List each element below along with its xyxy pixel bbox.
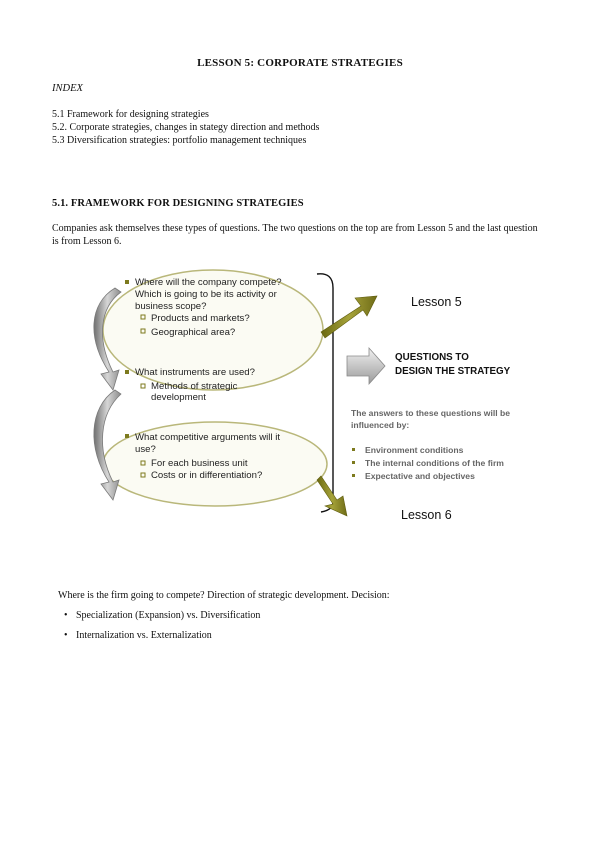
influence-item: Expectative and objectives [365, 471, 475, 481]
q2-subitem: Methods of strategic [151, 381, 238, 392]
q3-subitem: Costs or in differentiation? [151, 470, 263, 481]
decision-bullet-list [64, 610, 260, 650]
decision-line: Where is the firm going to compete? Direction of strategic development. Decision: [58, 590, 390, 601]
index-heading: INDEX [52, 83, 83, 94]
list-item [64, 630, 260, 650]
lesson-5-label: Lesson 5 [411, 295, 462, 309]
influence-item: The internal conditions of the firm [365, 458, 504, 468]
toc-item: 5.3 Diversification strategies: portfolio management techniques [52, 135, 307, 146]
q2-line: What instruments are used? [135, 367, 255, 378]
q1-line: Where will the company compete? [135, 277, 282, 288]
square-bullet-icon [125, 434, 129, 438]
influence-item: Environment conditions [365, 445, 464, 455]
lesson-6-label: Lesson 6 [401, 508, 452, 522]
q1-subitem: Geographical area? [151, 327, 236, 338]
answers-heading: influenced by: [351, 420, 410, 430]
table-of-contents [52, 108, 319, 147]
list-item-text: Specialization (Expansion) vs. Diversification [76, 610, 261, 621]
hollow-bullet-icon [141, 384, 145, 388]
strategy-questions-diagram [85, 268, 545, 528]
olive-arrow-up-icon [321, 296, 377, 338]
q1-line: Which is going to be its activity or [135, 289, 277, 300]
list-item [64, 610, 260, 630]
questions-to-label: QUESTIONS TO [395, 352, 469, 363]
questions-arrow-icon [347, 348, 385, 384]
page-title: LESSON 5: CORPORATE STRATEGIES [197, 57, 403, 69]
bullet-icon: • [64, 630, 68, 641]
influence-bullet-icon [352, 474, 355, 477]
toc-item: 5.1 Framework for designing strategies [52, 109, 209, 120]
q3-subitem: For each business unit [151, 458, 248, 469]
section-heading: 5.1. FRAMEWORK FOR DESIGNING STRATEGIES [52, 198, 304, 209]
influence-bullet-icon [352, 461, 355, 464]
toc-item: 5.2. Corporate strategies, changes in stategy direction and methods [52, 122, 320, 133]
q1-line: business scope? [135, 301, 207, 312]
q1-subitem: Products and markets? [151, 313, 250, 324]
square-bullet-icon [125, 280, 129, 284]
design-strategy-label: DESIGN THE STRATEGY [395, 366, 511, 377]
q3-line: What competitive arguments will it [135, 432, 281, 443]
olive-arrow-down-icon [317, 476, 347, 516]
intro-paragraph: Companies ask themselves these types of questions. The two questions on the top are from Lesson 5 and the last question is from Lesson 6. [52, 223, 538, 247]
answers-heading: The answers to these questions will be [351, 408, 511, 418]
square-bullet-icon [125, 370, 129, 374]
q2-subitem: development [151, 392, 206, 403]
q3-line: use? [135, 444, 156, 455]
list-item-text: Internalization vs. Externalization [76, 630, 212, 641]
influence-bullet-icon [352, 448, 355, 451]
bullet-icon: • [64, 610, 68, 621]
